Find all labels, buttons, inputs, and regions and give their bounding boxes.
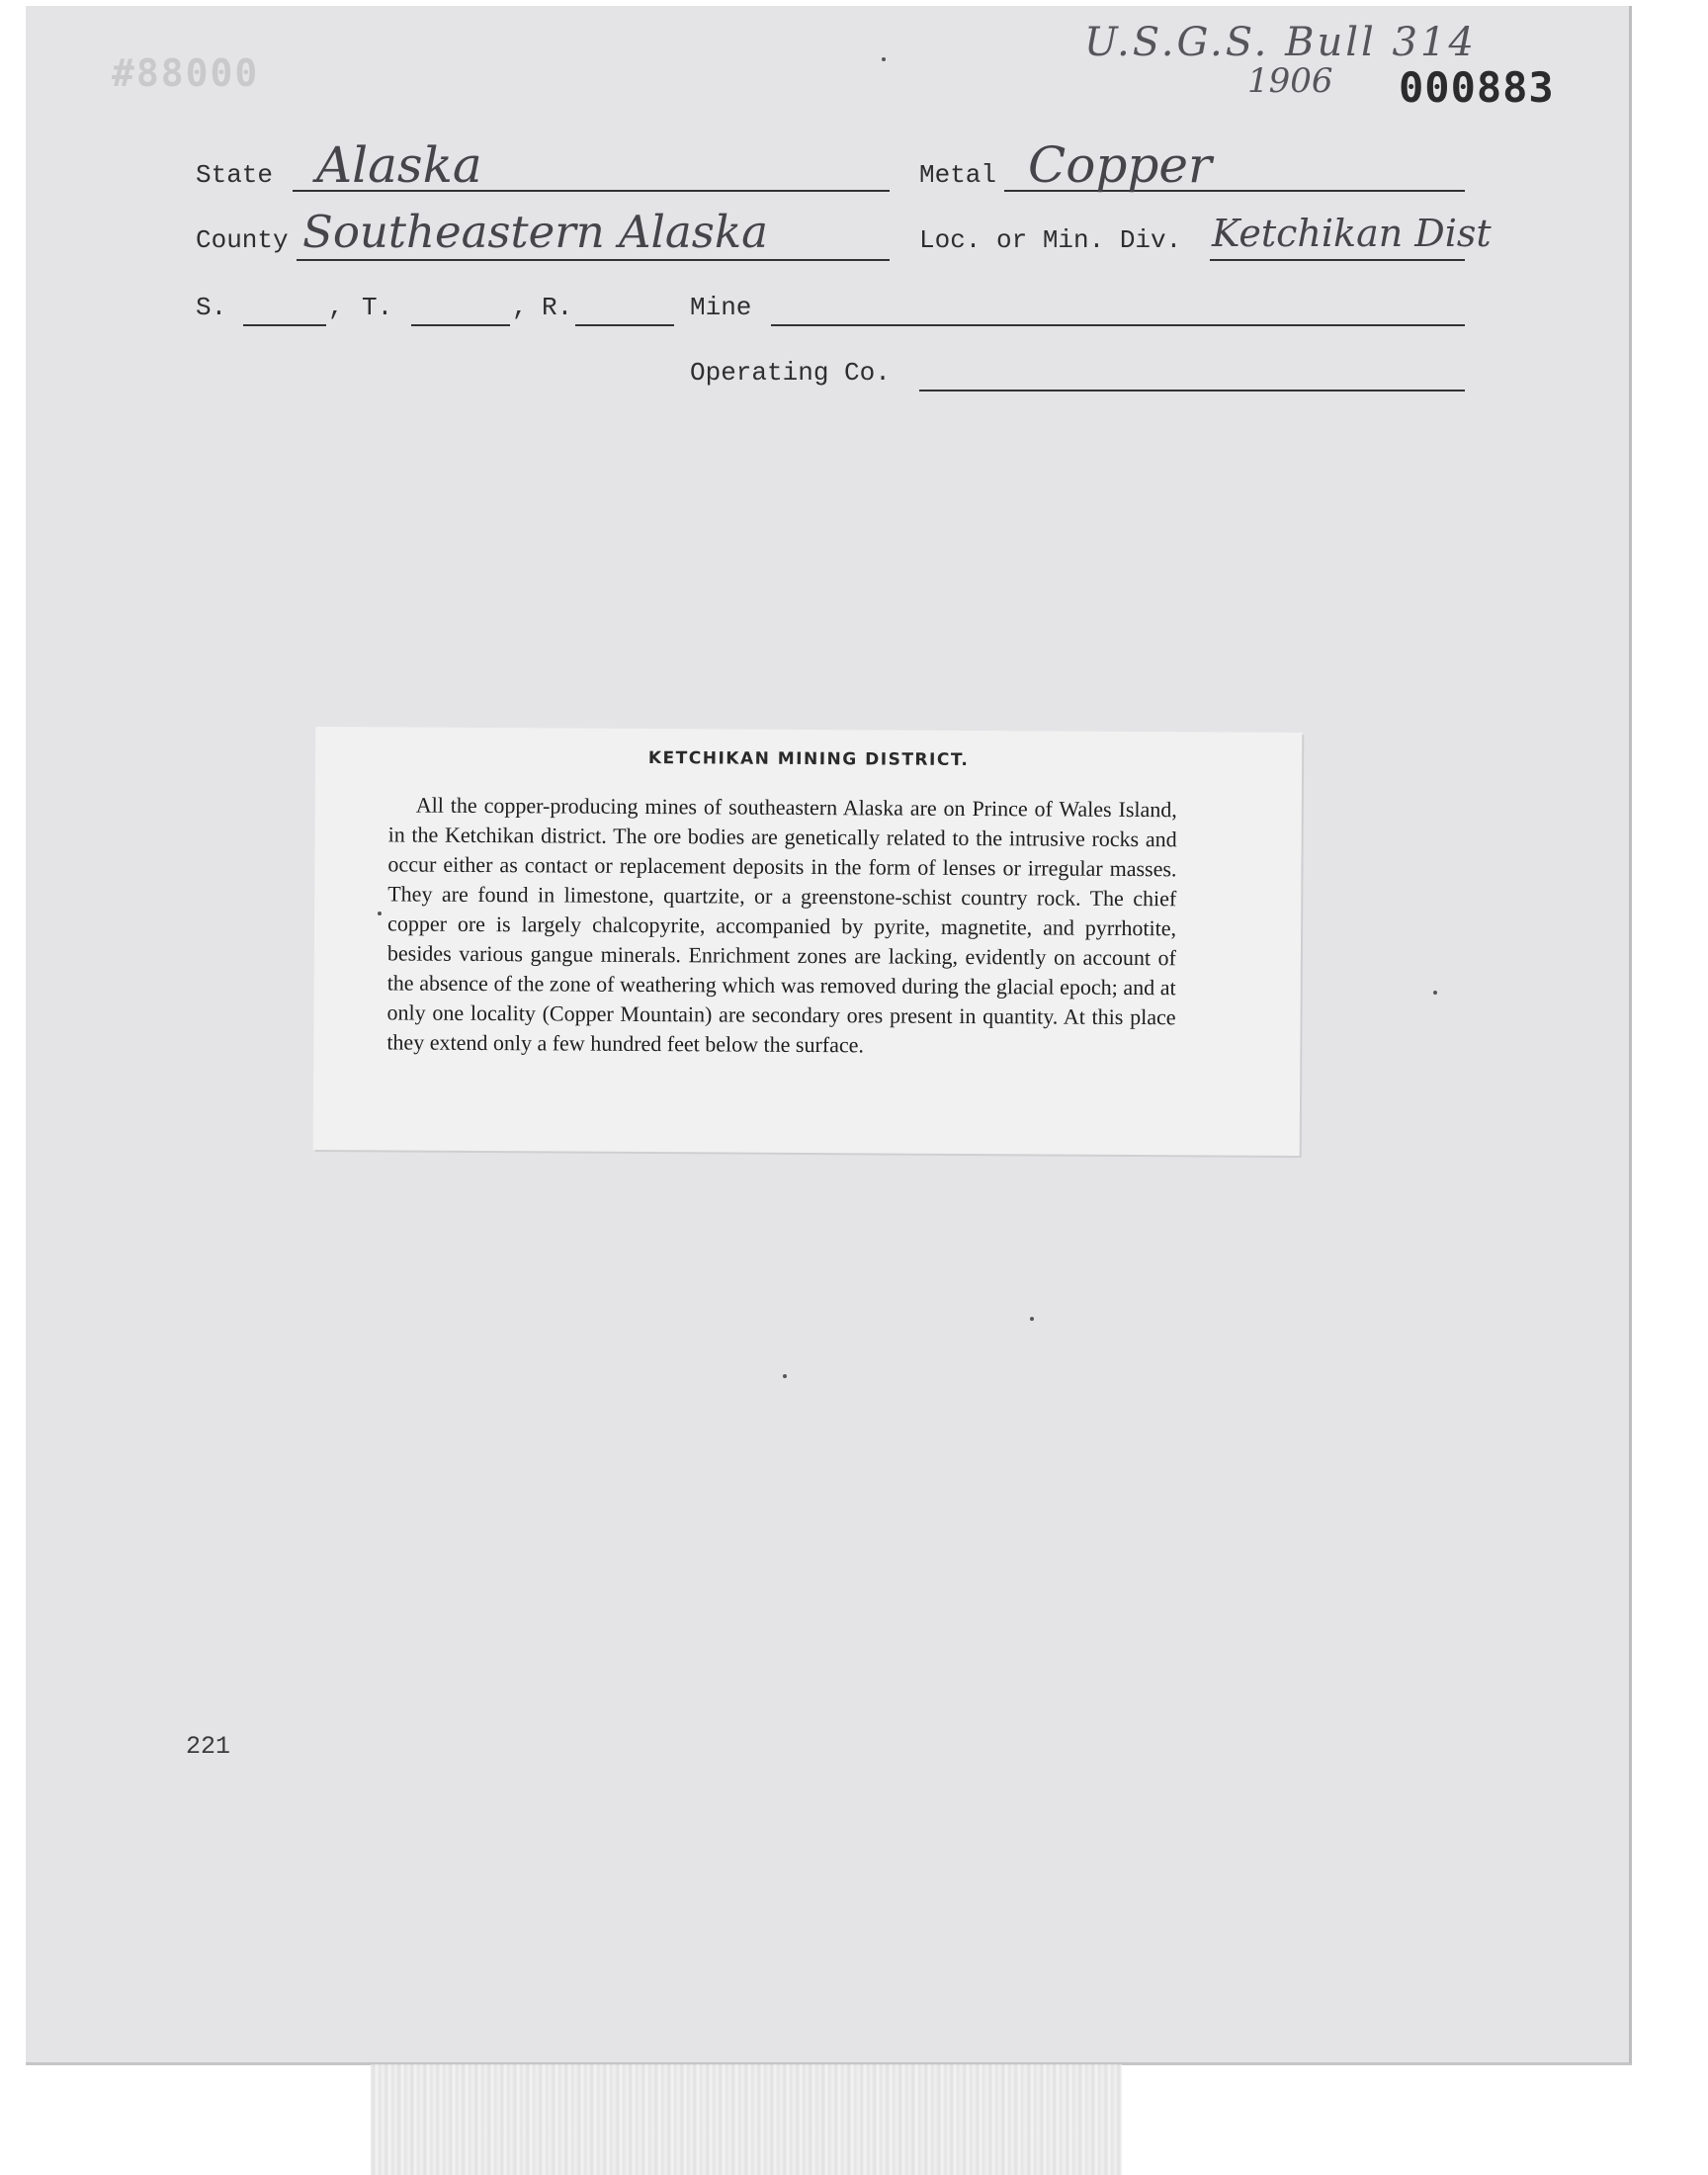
newspaper-clipping — [313, 727, 1303, 1156]
mine-label: Mine — [690, 293, 752, 322]
scan-speck — [378, 912, 382, 915]
loc-label: Loc. or Min. Div. — [919, 225, 1182, 255]
metal-value: Copper — [1028, 136, 1212, 194]
scan-speck — [1030, 1317, 1034, 1321]
state-label: State — [196, 160, 274, 190]
county-line — [297, 259, 890, 261]
scan-speck — [783, 1374, 787, 1378]
handwritten-reference: U.S.G.S. Bull 314 — [1084, 20, 1477, 65]
range-line — [575, 324, 674, 326]
serial-number: 000883 — [1399, 63, 1555, 112]
handwritten-year: 1906 — [1247, 61, 1333, 101]
clipping-body: All the copper-producing mines of southeastern Alaska are on Prince of Wales Island, in the Ketchikan district. The ore bodies are genetically related to the intrusive rocks and occur either as contact or replacement deposits in the form of lenses or irregular masses. They are found in limestone, quartzite, or a greenstone-schist country rock. The chief copper ore is largely chalcopyrite, accompanied by pyrite, magnetite, and pyrrhotite, besides various gangue minerals. Enrichment zones are lacking, evidently on account of the absence of the zone of weathering which was removed during the glacial epoch; and at only one locality (Copper Mountain) are secondary ores present in quantity. At this place they extend only a few hundred feet below the surface. — [386, 792, 1177, 1058]
loc-value: Ketchikan Dist — [1212, 212, 1492, 255]
township-label: T. — [362, 293, 393, 322]
comma-1: , — [328, 293, 344, 322]
township-line — [411, 324, 510, 326]
county-value: Southeastern Alaska — [302, 206, 768, 258]
operating-co-line — [919, 390, 1465, 392]
scan-speck — [882, 57, 886, 61]
scan-artifact-strip — [371, 2064, 1122, 2175]
section-line — [243, 324, 326, 326]
page-number: 221 — [186, 1732, 231, 1761]
range-label: R. — [542, 293, 573, 322]
comma-2: , — [512, 293, 528, 322]
metal-label: Metal — [919, 160, 997, 190]
loc-line — [1210, 259, 1465, 261]
county-label: County — [196, 225, 289, 255]
faint-stamp-number: #88000 — [112, 51, 260, 95]
state-value: Alaska — [316, 136, 482, 194]
mine-line — [771, 324, 1465, 326]
scan-speck — [1433, 991, 1437, 995]
section-label: S. — [196, 293, 227, 322]
clipping-title: KETCHIKAN MINING DISTRICT. — [647, 748, 970, 770]
operating-co-label: Operating Co. — [690, 358, 891, 388]
